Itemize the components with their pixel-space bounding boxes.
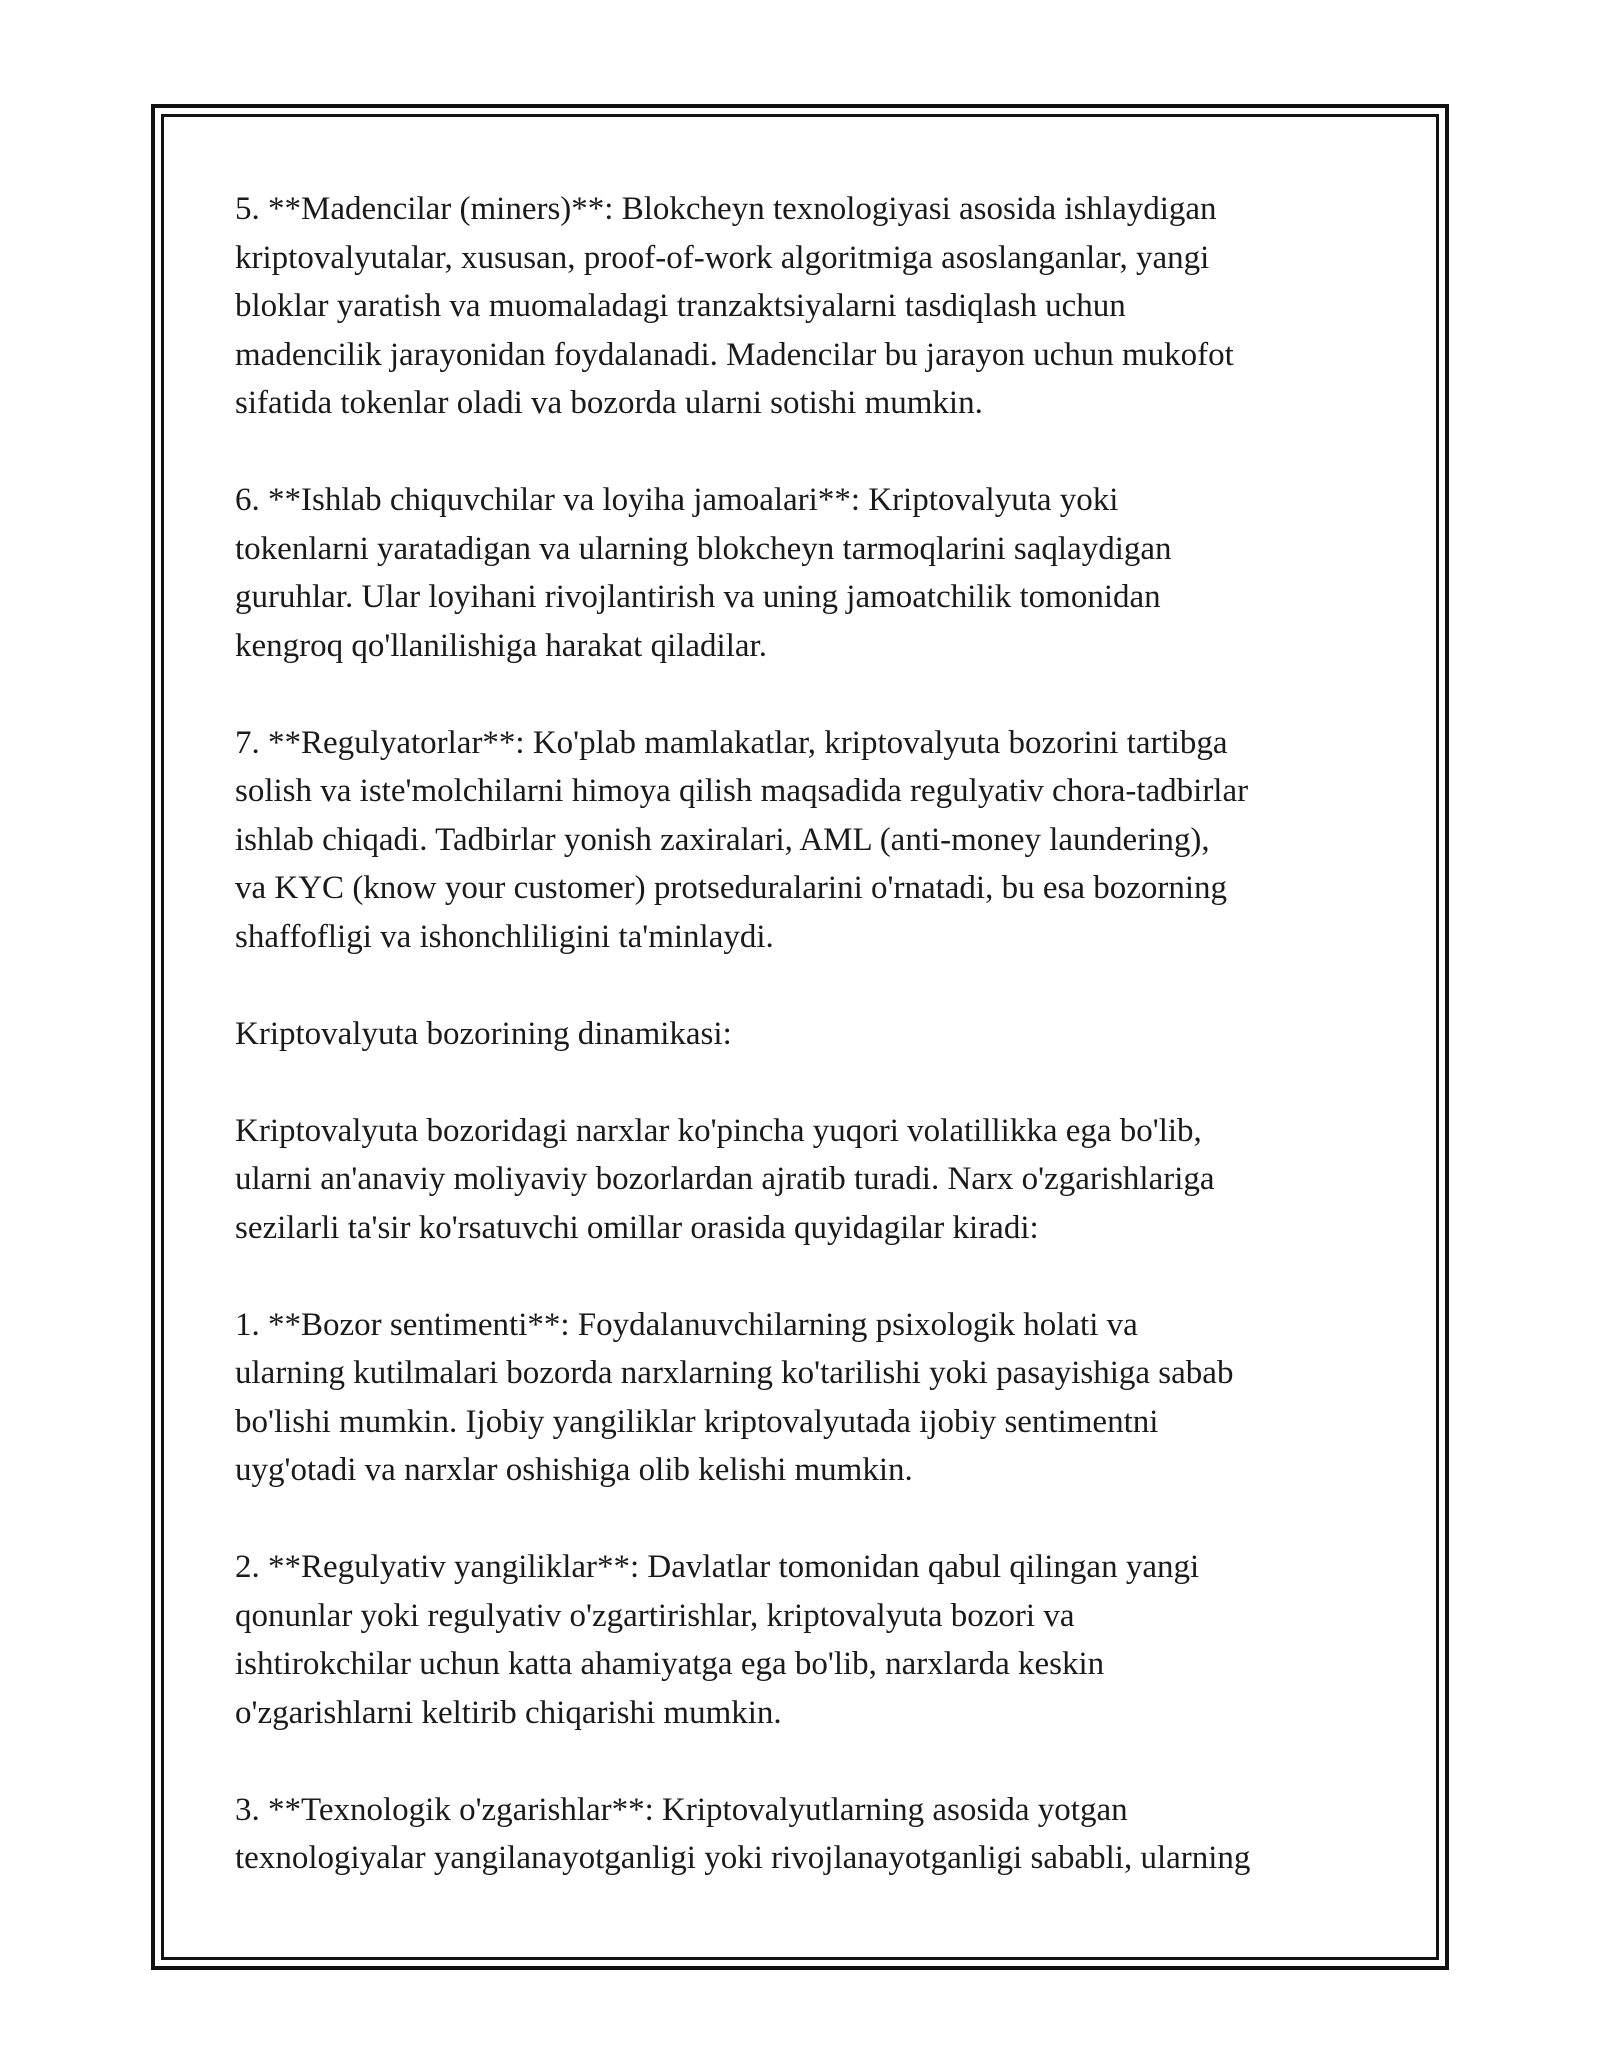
paragraph-regulyativ-yangiliklar: 2. **Regulyativ yangiliklar**: Davlatlar tomonidan qabul qilingan yangi qonunlar yoki regulyativ o'zgartirishlar, kriptovalyuta bozori va ishtirokchilar uchun katta ahamiyatga ega bo'lib, narxlarda keskin o'zgarishlarni keltirib chiqarishi mumkin. — [235, 1549, 1200, 1731]
paragraph-intro-volatility: Kriptovalyuta bozoridagi narxlar ko'pincha yuqori volatillikka ega bo'lib, ularni an'anaviy moliyaviy bozorlardan ajratib turadi. Narx o'zgarishlariga sezilarli ta'sir ko'rsatuvchi omillar orasida quyidagilar kiradi: — [235, 1112, 1215, 1246]
paragraph-texnologik-ozgarishlar: 3. **Texnologik o'zgarishlar**: Kriptovalyutlarning asosida yotgan texnologiyalar yangilanayotganligi yoki rivojlanayotganligi sababli, ularning — [235, 1791, 1251, 1876]
section-heading: Kriptovalyuta bozorining dinamikasi: — [235, 1015, 732, 1052]
paragraph-bozor-sentimenti: 1. **Bozor sentimenti**: Foydalanuvchilarning psixologik holati va ularning kutilmalari bozorda narxlarning ko'tarilishi yoki pasayishiga sabab bo'lishi mumkin. Ijobiy yangiliklar kriptovalyutada ijobiy sentimentni uyg'otadi va narxlar oshishiga olib kelishi mumkin. — [235, 1306, 1234, 1488]
paragraph-regulyatorlar: 7. **Regulyatorlar**: Ko'plab mamlakatlar, kriptovalyuta bozorini tartibga solish va iste'molchilarni himoya qilish maqsadida regulyativ chora-tadbirlar ishlab chiqadi. Tadbirlar yonish zaxiralari, AML (anti-money laundering), va KYC (know your customer) protseduralarini o'rnatadi, bu esa bozorning shaffofligi va ishonchliligini ta'minlaydi. — [235, 724, 1249, 955]
paragraph-madencilar: 5. **Madencilar (miners)**: Blokcheyn texnologiyasi asosida ishlaydigan kriptovalyutalar, xususan, proof-of-work algoritmiga asoslanganlar, yangi bloklar yaratish va muomaladagi tranzaktsiyalarni tasdiqlash uchun madencilik jarayonidan foydalanadi. Madencilar bu jarayon uchun mukofot sifatida tokenlar oladi va bozorda ularni sotishi mumkin. — [235, 191, 1234, 421]
paragraph-ishlab-chiquvchilar: 6. **Ishlab chiquvchilar va loyiha jamoalari**: Kriptovalyuta yoki tokenlarni yaratadigan va ularning blokcheyn tarmoqlarini saqlaydigan guruhlar. Ular loyihani rivojlantirish va uning jamoatchilik tomonidan kengroq qo'llanilishiga harakat qiladilar. — [235, 482, 1172, 664]
document-body — [235, 185, 1375, 1883]
